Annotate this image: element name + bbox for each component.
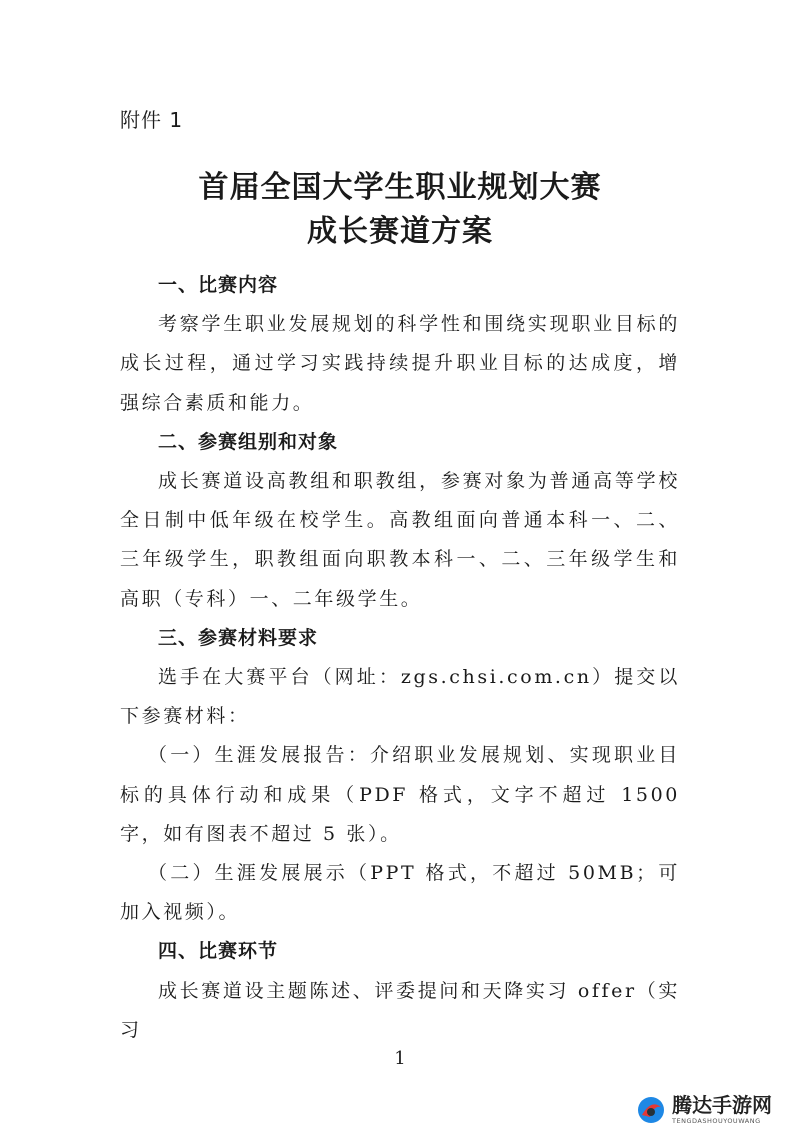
attachment-label: 附件 1 <box>120 108 184 132</box>
section-heading: 三、参赛材料要求 <box>158 626 319 649</box>
body-paragraph: 考察学生职业发展规划的科学性和围绕实现职业目标的成长过程，通过学习实践持续提升职业目标的达成度，增强综合素质和能力。 <box>120 313 680 414</box>
document-title-line2: 成长赛道方案 <box>307 214 493 249</box>
watermark-name: 腾达手游网 <box>672 1093 772 1118</box>
sub-item: （一）生涯发展报告：介绍职业发展规划、实现职业目标的具体行动和成果（PDF 格式，文字不超过 1500 字，如有图表不超过 5 张）。 <box>120 744 680 845</box>
section-heading: 二、参赛组别和对象 <box>158 430 339 453</box>
body-paragraph: 成长赛道设高教组和职教组，参赛对象为普通高等学校全日制中低年级在校学生。高教组面向普通本科一、二、三年级学生，职教组面向职教本科一、二、三年级学生和高职（专科）一、二年级学生。 <box>120 470 680 610</box>
section-heading: 四、比赛环节 <box>158 940 279 963</box>
sub-item: （二）生涯发展展示（PPT 格式，不超过 50MB；可加入视频）。 <box>120 862 680 924</box>
watermark <box>636 1090 796 1130</box>
document-body <box>120 266 680 1050</box>
section-heading: 一、比赛内容 <box>158 274 279 296</box>
tengda-logo-icon <box>636 1095 666 1125</box>
body-paragraph: 选手在大赛平台（网址：zgs.chsi.com.cn）提交以下参赛材料： <box>120 666 680 728</box>
document-title-line1: 首届全国大学生职业规划大赛 <box>198 170 602 205</box>
page-number: 1 <box>394 1048 406 1069</box>
body-paragraph: 成长赛道设主题陈述、评委提问和天降实习 offer（实习 <box>120 979 680 1041</box>
watermark-domain: TENGDASHOUYOUWANG <box>672 1117 761 1126</box>
